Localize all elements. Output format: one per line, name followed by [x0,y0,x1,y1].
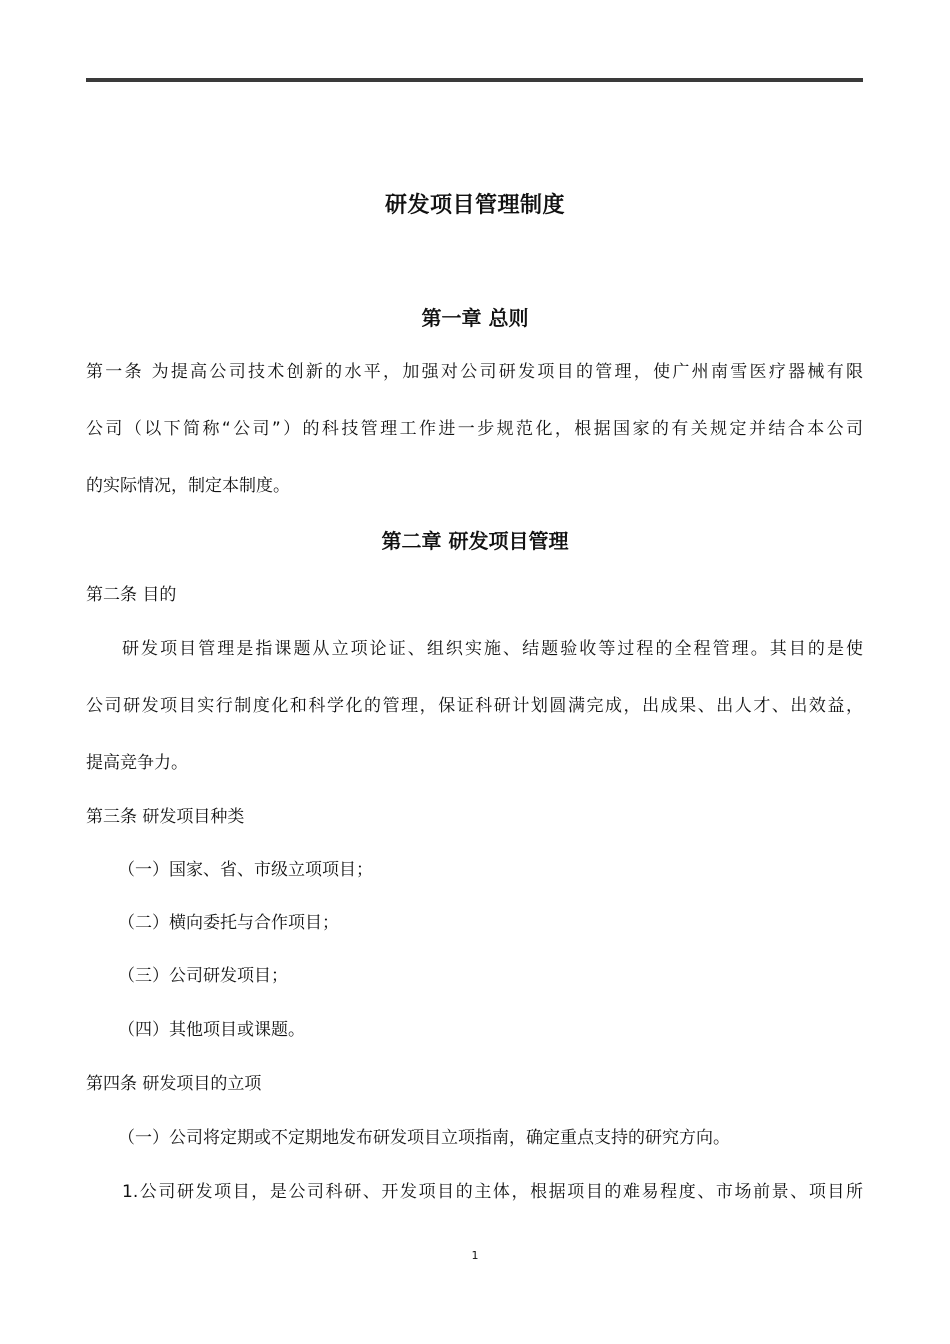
article-3-item: （四）其他项目或课题。 [118,1020,305,1040]
chapter-2-heading: 第二章 研发项目管理 [381,529,569,553]
document-title: 研发项目管理制度 [384,193,565,218]
article-2-line-3: 提高竞争力。 [86,753,188,773]
article-1-line-2: 公司（以下简称“公司”）的科技管理工作进一步规范化，根据国家的有关规定并结合本公司 [86,419,863,439]
article-2-line-1: 研发项目管理是指课题从立项论证、组织实施、结题验收等过程的全程管理。其目的是使 [122,639,863,659]
page-number: 1 [471,1249,479,1262]
article-4-heading: 第四条 研发项目的立项 [86,1074,262,1094]
article-3-item: （二）横向委托与合作项目； [118,913,339,933]
article-1-line-1: 第一条 为提高公司技术创新的水平，加强对公司研发项目的管理，使广州南雪医疗器械有限 [86,362,863,382]
article-3-heading: 第三条 研发项目种类 [86,807,245,827]
article-3-item: （一）国家、省、市级立项项目； [118,860,373,880]
chapter-1-heading: 第一章 总则 [421,306,529,330]
article-4-sub-1: 1.公司研发项目，是公司科研、开发项目的主体，根据项目的难易程度、市场前景、项目所 [122,1182,863,1202]
article-3-item: （三）公司研发项目； [118,966,288,986]
article-1-line-3: 的实际情况，制定本制度。 [86,476,290,496]
article-2-line-2: 公司研发项目实行制度化和科学化的管理，保证科研计划圆满完成，出成果、出人才、出效益， [86,696,863,716]
article-4-item-1: （一）公司将定期或不定期地发布研发项目立项指南，确定重点支持的研究方向。 [118,1128,730,1148]
header-rule [86,78,863,82]
article-2-heading: 第二条 目的 [86,585,177,605]
